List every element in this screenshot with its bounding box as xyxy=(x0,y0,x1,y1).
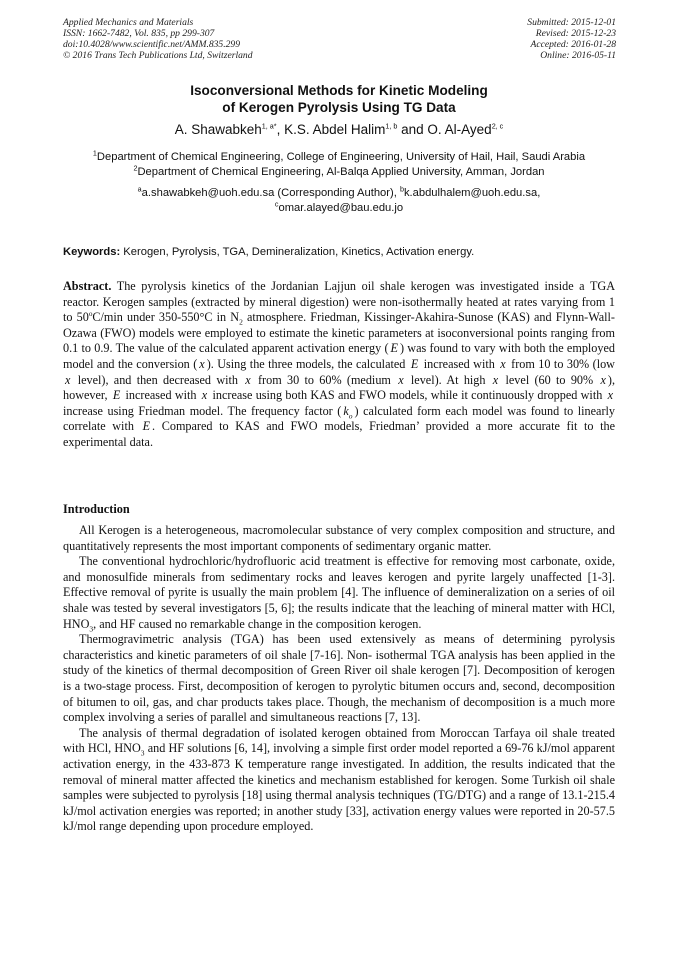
abstract-text: atmosphere. Friedman, Kissinger-Akahira-Sunose (KAS) and Flynn-Wall-Ozawa (FWO) models were employed to estimate the kinetic parameters at isoconversional points ranging from 0.1 to 0.9. The value of the calculated apparent activation energy ( xyxy=(63,310,615,356)
abstract xyxy=(63,279,615,451)
hno3-subscript: 3 xyxy=(140,748,145,758)
affiliation-2-text: Department of Chemical Engineering, Al-Balqa Applied University, Amman, Jordan xyxy=(137,165,545,178)
title-line-2: of Kerogen Pyrolysis Using TG Data xyxy=(222,100,456,115)
title-line-1: Isoconversional Methods for Kinetic Modeling xyxy=(190,83,488,98)
abstract-text: ) was found to vary with both the employed model and the conversion ( xyxy=(63,341,615,371)
abstract-text: level (60 to 90% xyxy=(500,372,599,387)
intro-paragraph-3: Thermogravimetric analysis (TGA) has been used extensively as means of determining pyrolysis characteristics and kinetic parameters of oil shale [7-16]. Non- isothermal TGA analysis has been applied in the study of the kinetics of thermal decomposition of Green River oil shale kerogen [7]. Decomposition of kerogen is a two-stage process. First, decomposition of kerogen to pyrolytic bitumen occurs and, second, decomposition of bitumen to oil, gas, and char products takes place. Though, the mechanism of decomposition is a much more complex involving a series of parallel and simultaneous reactions [7, 13]. xyxy=(63,632,615,725)
affiliation-1-mark: 1 xyxy=(92,148,97,158)
intro-paragraph-2-text: , and HF caused no remarkable change in the composition kerogen. xyxy=(93,616,422,631)
journal-copyright: © 2016 Trans Tech Publications Ltd, Switzerland xyxy=(63,50,253,61)
degree-mark: o xyxy=(88,310,93,319)
var-E: E xyxy=(142,419,151,434)
date-online: Online: 2016-05-11 xyxy=(540,50,616,61)
keywords-label: Keywords: xyxy=(63,246,121,258)
affiliation-2 xyxy=(0,162,678,180)
var-k-subscript: o xyxy=(348,411,353,421)
var-x: x xyxy=(201,388,208,403)
intro-paragraph-4-text: and HF solutions [6, 14], involving a simple first order model reported a 69-76 kJ/mol apparent activation energy, in the 433-873 K temperature range investigated. In addition, the results indicated that the removal of mineral matter affected the kinetics and mechanism established for kerogen. Some Turkish oil shale samples were subjected to pyrolysis [18] using thermal analysis techniques (TG/DTG) and a range of 13.1-215.4 kJ/mol activation energies was reported; in another study [33], activation energy values were reported in 20-57.5 kJ/mol range depending upon procedure employed. xyxy=(63,741,615,834)
var-E: E xyxy=(112,388,121,403)
var-x: x xyxy=(500,356,506,371)
affiliation-1-text: Department of Chemical Engineering, College of Engineering, University of Hail, Hail, Saudi Arabia xyxy=(96,151,586,163)
date-revised: Revised: 2015-12-23 xyxy=(535,28,616,39)
keywords xyxy=(63,245,615,259)
date-accepted: Accepted: 2016-01-28 xyxy=(530,39,616,50)
journal-info xyxy=(63,17,253,61)
keywords-text: Kerogen, Pyrolysis, TGA, Demineralization, Kinetics, Activation energy. xyxy=(120,246,475,258)
abstract-text: level). At high xyxy=(405,372,491,387)
author-list xyxy=(0,121,678,138)
author-1: A. Shawabkeh xyxy=(174,122,262,137)
author-3-affil: 2, c xyxy=(491,121,504,131)
abstract-text: level), and then decreased with xyxy=(72,372,244,387)
abstract-text: increased with xyxy=(420,356,499,371)
abstract-text: . Compared to KAS and FWO models, Friedman’ provided a more accurate fit to the experimental data. xyxy=(63,419,616,449)
intro-paragraph-2-text: The conventional hydrochloric/hydrofluoric acid treatment is effective for removing most carbonate, oxide, and monosulfide minerals from sedimentary rocks and leaves kerogen and pyrite largely unaffected [1-3]. Effective removal of pyrite is usually the main problem [4]. The influence of demineralization on a series of oil shale was tested by several investigators [5, 6]; the results indicate that the leaching of mineral matter with HCl, HNO xyxy=(63,554,615,631)
author-2-affil: 1, b xyxy=(385,121,398,131)
abstract-text: increase using both KAS and FWO models, while it continuously dropped with xyxy=(209,388,606,403)
email-line-2 xyxy=(0,198,678,216)
email-2[interactable]: k.abdulhalem@uoh.edu.sa, xyxy=(403,187,541,199)
date-submitted: Submitted: 2015-12-01 xyxy=(527,17,616,28)
intro-paragraph-1: All Kerogen is a heterogeneous, macromolecular substance of very complex composition and structure, and quantitatively represents the most important components of sedimentary organic matter. xyxy=(63,523,615,553)
abstract-paragraph xyxy=(63,279,615,451)
publication-dates xyxy=(527,17,616,61)
var-x: x xyxy=(492,372,499,387)
var-x: x xyxy=(607,388,614,403)
intro-paragraph-4-text: The analysis of thermal degradation of isolated kerogen obtained from Moroccan Tarfaya oil shale treated with HCl, HNO xyxy=(63,725,615,756)
author-3: and O. Al-Ayed xyxy=(397,122,492,137)
abstract-text: from 10 to 30% (low xyxy=(507,356,615,371)
affiliations xyxy=(0,150,678,179)
abstract-label: Abstract. xyxy=(63,279,112,293)
introduction-body xyxy=(63,523,615,835)
abstract-text: ). Using the three models, the calculated xyxy=(206,356,409,371)
var-E: E xyxy=(390,341,398,356)
email-1-mark: a xyxy=(137,184,142,194)
email-3-mark: c xyxy=(274,198,279,208)
email-line-1 xyxy=(0,186,678,201)
n2-subscript: 2 xyxy=(239,317,243,327)
email-2-mark: b xyxy=(399,184,404,194)
var-x: x xyxy=(65,372,71,387)
journal-name: Applied Mechanics and Materials xyxy=(63,17,194,28)
abstract-text: The pyrolysis kinetics of the Jordanian Lajjun oil shale kerogen was investigated inside a TGA reactor. Kerogen samples (extracted by mineral digestion) were non-isothermally heated at rates varying from 1 to 50 xyxy=(63,279,615,325)
intro-paragraph-2 xyxy=(63,554,615,632)
intro-paragraph-4 xyxy=(63,726,615,835)
section-heading-introduction: Introduction xyxy=(63,502,130,516)
email-3[interactable]: omar.alayed@bau.edu.jo xyxy=(278,201,404,214)
email-1[interactable]: a.shawabkeh@uoh.edu.sa (Corresponding Author), xyxy=(141,187,400,199)
var-x: x xyxy=(600,372,606,387)
author-2: , K.S. Abdel Halim xyxy=(276,122,386,137)
email-list xyxy=(0,186,678,215)
var-x: x xyxy=(245,372,251,387)
abstract-text: increased with xyxy=(122,388,200,403)
abstract-text: C/min under 350-550°C in N xyxy=(92,310,240,325)
journal-issn: ISSN: 1662-7482, Vol. 835, pp 299-307 xyxy=(63,28,215,39)
paper-title xyxy=(0,82,678,116)
var-x: x xyxy=(199,356,205,371)
author-1-affil: 1, a* xyxy=(261,121,277,131)
abstract-text: ) calculated form each model was found to linearly correlate with xyxy=(63,403,615,434)
abstract-text: ), however, xyxy=(63,372,615,403)
var-E: E xyxy=(410,356,419,371)
var-k: k xyxy=(343,403,349,418)
abstract-text: increase using Friedman model. The frequency factor ( xyxy=(63,403,342,418)
affiliation-1 xyxy=(0,150,678,165)
affiliation-2-mark: 2 xyxy=(133,162,138,172)
abstract-text: from 30 to 60% (medium xyxy=(252,372,397,387)
hno3-subscript: 3 xyxy=(89,624,94,633)
journal-doi[interactable]: doi:10.4028/www.scientific.net/AMM.835.299 xyxy=(63,39,241,50)
var-k-o xyxy=(341,403,354,421)
var-x: x xyxy=(398,372,404,387)
